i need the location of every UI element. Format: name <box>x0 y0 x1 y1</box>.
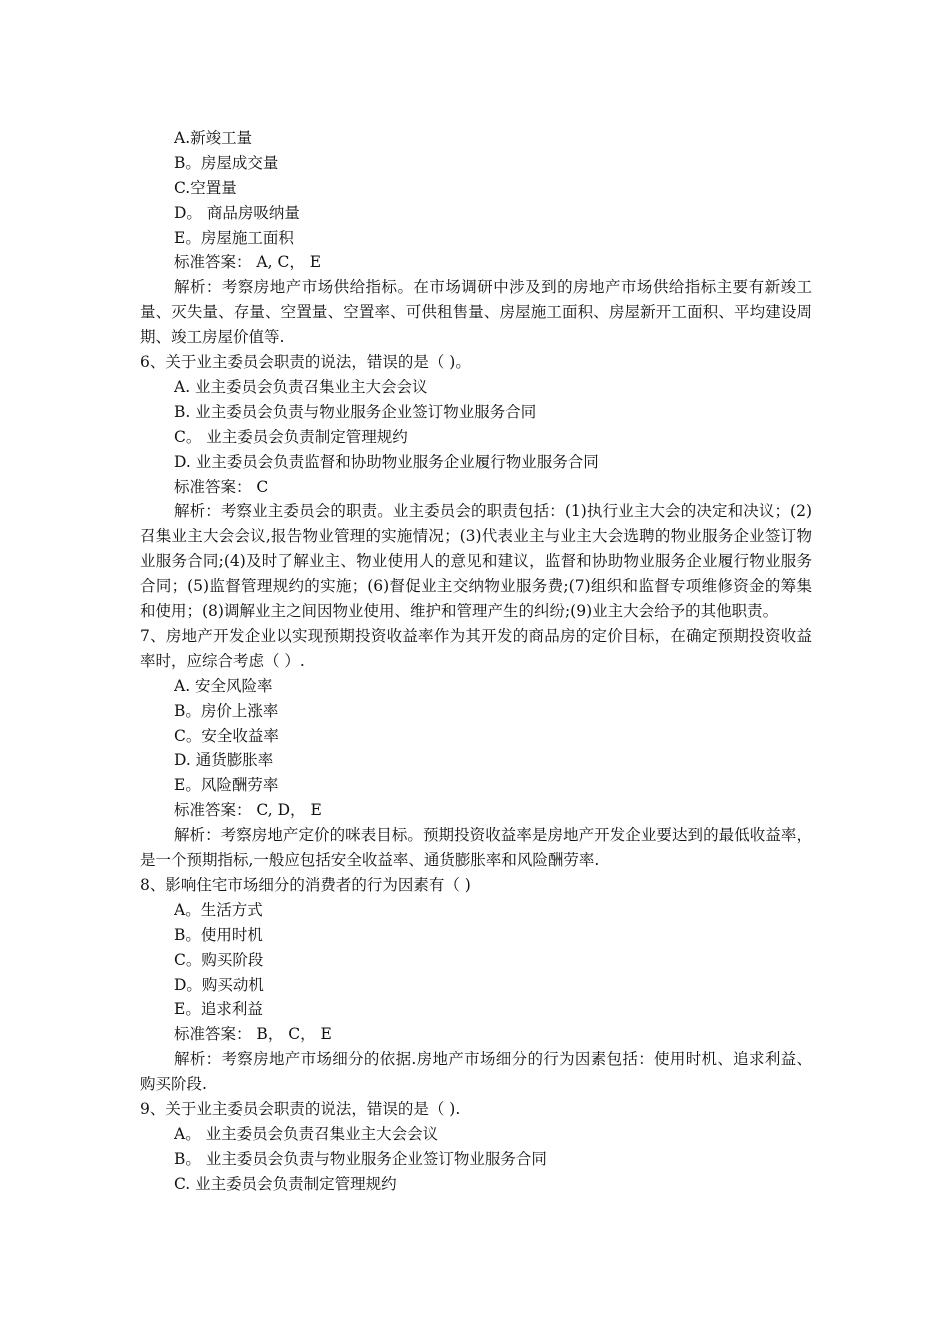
answer-option: C。购买阶段 <box>174 950 264 969</box>
answer-option: B。房价上涨率 <box>174 701 279 720</box>
answer-option: B。房屋成交量 <box>174 153 279 172</box>
analysis-paragraph: 解析：考察房地产市场细分的依据.房地产市场细分的行为因素包括：使用时机、追求利益、购买阶段. <box>140 1050 812 1094</box>
question-stem: 8、影响住宅市场细分的消费者的行为因素有（ ) <box>140 875 471 894</box>
answer-option: D. 通货膨胀率 <box>174 751 274 770</box>
answer-option: A.新竣工量 <box>174 129 253 147</box>
answer-option: C。 业主委员会负责制定管理规约 <box>174 427 408 446</box>
answer-option: D。购买动机 <box>174 975 264 994</box>
answer-option: D。 商品房吸纳量 <box>174 203 300 222</box>
answer-option: B。 业主委员会负责与物业服务企业签订物业服务合同 <box>174 1149 547 1168</box>
analysis-paragraph: 解析：考察业主委员会的职责。业主委员会的职责包括：(1)执行业主大会的决定和决议；(2)召集业主大会会议,报告物业管理的实施情况；(3)代表业主与业主大会选聘的物业服务企业签订物业服务合同;(4)及时了解业主、物业使用人的意见和建议，监督和协助物业服务企业履行物业服务合同；(5)监督管理规约的实施；(6)督促业主交纳物业服务费;(7)组织和监督专项维修资金的筹集和使用；(8)调解业主之间因物业使用、维护和管理产生的纠纷;(9)业主大会给予的其他职责。 <box>140 502 812 621</box>
question-stem: 7、房地产开发企业以实现预期投资收益率作为其开发的商品房的定价目标，在确定预期投资收益率时，应综合考虑（ ）. <box>140 626 812 670</box>
question-stem: 9、关于业主委员会职责的说法，错误的是（ ). <box>140 1099 461 1118</box>
answer-option: C. 业主委员会负责制定管理规约 <box>174 1174 397 1193</box>
answer-option: C。安全收益率 <box>174 726 279 745</box>
answer-option: E。房屋施工面积 <box>174 228 294 247</box>
standard-answer: 标准答案： B， C， E <box>174 1025 332 1044</box>
document-page <box>140 126 812 1197</box>
answer-option: C.空置量 <box>174 178 237 197</box>
question-stem: 6、关于业主委员会职责的说法，错误的是（ )。 <box>140 353 471 372</box>
answer-option: E。风险酬劳率 <box>174 776 279 795</box>
answer-option: A。 业主委员会负责召集业主大会会议 <box>174 1124 439 1143</box>
standard-answer: 标准答案： C <box>174 477 269 496</box>
answer-option: B。使用时机 <box>174 925 263 944</box>
answer-option: B. 业主委员会负责与物业服务企业签订物业服务合同 <box>174 402 537 421</box>
answer-option: E。追求利益 <box>174 1000 263 1019</box>
standard-answer: 标准答案： A, C， E <box>174 253 322 272</box>
answer-option: D. 业主委员会负责监督和协助物业服务企业履行物业服务合同 <box>174 452 599 471</box>
answer-option: A. 业主委员会负责召集业主大会会议 <box>174 377 428 396</box>
answer-option: A。生活方式 <box>174 900 263 919</box>
standard-answer: 标准答案： C, D， E <box>174 801 322 820</box>
analysis-paragraph: 解析：考察房地产市场供给指标。在市场调研中涉及到的房地产市场供给指标主要有新竣工量、灭失量、存量、空置量、空置率、可供租售量、房屋施工面积、房屋新开工面积、平均建设周期、竣工房屋价值等. <box>140 278 812 347</box>
analysis-paragraph: 解析：考察房地产定价的咪表目标。预期投资收益率是房地产开发企业要达到的最低收益率，是一个预期指标,一般应包括安全收益率、通货膨胀率和风险酬劳率. <box>140 826 812 870</box>
answer-option: A. 安全风险率 <box>174 676 273 695</box>
